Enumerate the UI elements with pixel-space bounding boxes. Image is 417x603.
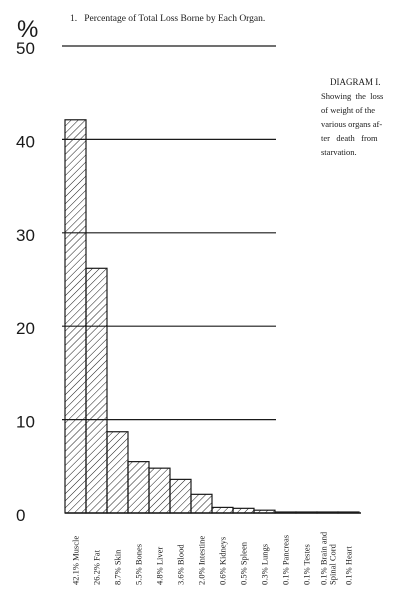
y-tick-label: 50 — [16, 39, 35, 58]
category-label: 8.7% Skin — [112, 549, 123, 585]
y-tick-label: 10 — [16, 412, 35, 432]
annotation-line-2: of weight of the — [321, 105, 376, 115]
diagram-annotation — [321, 77, 383, 157]
bar — [149, 468, 170, 513]
bar — [128, 462, 149, 513]
category-label: 0.3% Lungs — [259, 543, 270, 585]
y-tick-label: 20 — [16, 319, 35, 339]
category-label: 26.2% Fat — [91, 550, 102, 585]
category-label: 0.1% Brain andSpinal Cord — [318, 531, 338, 585]
bar — [170, 479, 191, 513]
annotation-line-1: Showing the loss — [321, 91, 384, 101]
bar — [338, 512, 359, 513]
bar — [296, 512, 317, 513]
bar — [191, 494, 212, 513]
bar — [254, 510, 275, 513]
category-label: 2.0% Intestine — [196, 535, 207, 585]
annotation-line-3: various organs af- — [321, 119, 383, 129]
category-label: 0.1% Pancreas — [280, 534, 291, 585]
category-label: 0.1% Testes — [301, 544, 312, 585]
bar-series — [65, 120, 359, 513]
category-label: 0.1% Heart — [343, 546, 354, 585]
y-axis-unit-label: % — [17, 16, 39, 43]
bar — [233, 508, 254, 513]
bar — [212, 507, 233, 513]
annotation-heading: DIAGRAM I. — [330, 77, 381, 87]
y-tick-label: 40 — [16, 132, 35, 152]
chart-title: 1. Percentage of Total Loss Borne by Each Organ. — [70, 14, 266, 24]
y-tick-labels — [16, 39, 35, 525]
bar — [65, 120, 86, 513]
category-label: 4.8% Liver — [154, 546, 165, 585]
category-label: 5.5% Bones — [133, 543, 144, 585]
category-label: 0.6% Kidneys — [217, 536, 228, 585]
annotation-line-4: ter death from — [321, 133, 378, 143]
x-tick-labels — [71, 531, 354, 585]
y-tick-label: 0 — [16, 506, 26, 525]
bar — [317, 512, 338, 513]
category-label: 3.6% Blood — [175, 544, 186, 585]
y-tick-label: 30 — [16, 225, 35, 245]
bar — [86, 268, 107, 513]
bar — [107, 432, 128, 513]
category-label: 0.5% Spleen — [238, 542, 249, 585]
bar — [275, 512, 296, 513]
annotation-line-5: starvation. — [321, 147, 357, 157]
category-label: 42.1% Muscle — [70, 535, 81, 585]
